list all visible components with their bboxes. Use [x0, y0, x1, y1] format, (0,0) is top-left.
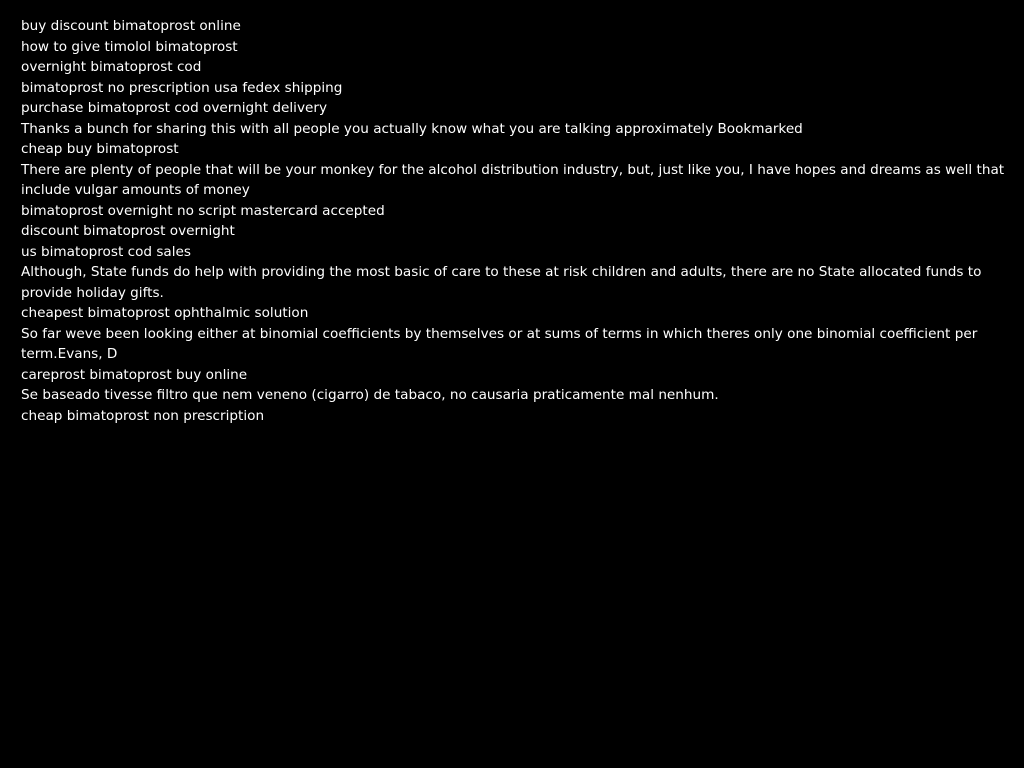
text-line: careprost bimatoprost buy online [21, 366, 248, 383]
text-line: cheap bimatoprost non prescription [21, 407, 265, 424]
text-line: cheap buy bimatoprost [21, 141, 179, 157]
text-line: cheapest bimatoprost ophthalmic solution [21, 305, 309, 321]
text-line: bimatoprost overnight no script mastercard accepted [21, 202, 385, 219]
text-line: Se baseado tivesse filtro que nem veneno (cigarro) de tabaco, no causaria praticamente mal nenhum. [21, 387, 719, 403]
text-line: overnight bimatoprost cod [21, 59, 202, 75]
text-line: So far weve been looking either at binomial coefficients by themselves or at sums of terms in which theres only one binomial coefficient per term.Evans, D [21, 325, 978, 362]
text-line: buy discount bimatoprost online [21, 18, 241, 34]
text-line: discount bimatoprost overnight [21, 223, 235, 239]
text-line: us bimatoprost cod sales [21, 243, 191, 260]
text-line: purchase bimatoprost cod overnight delivery [21, 100, 328, 116]
text-line: bimatoprost no prescription usa fedex shipping [21, 79, 343, 96]
text-line: Thanks a bunch for sharing this with all people you actually know what you are talking approximately Bookmarked [21, 120, 803, 137]
text-line: how to give timolol bimatoprost [21, 38, 238, 55]
text-line: There are plenty of people that will be your monkey for the alcohol distribution industry, but, just like you, I have hopes and dreams as well that include vulgar amounts of money [21, 161, 1005, 198]
text-line: Although, State funds do help with providing the most basic of care to these at risk children and adults, there are no State allocated funds to provide holiday gifts. [21, 264, 982, 301]
text-block [21, 16, 1006, 426]
